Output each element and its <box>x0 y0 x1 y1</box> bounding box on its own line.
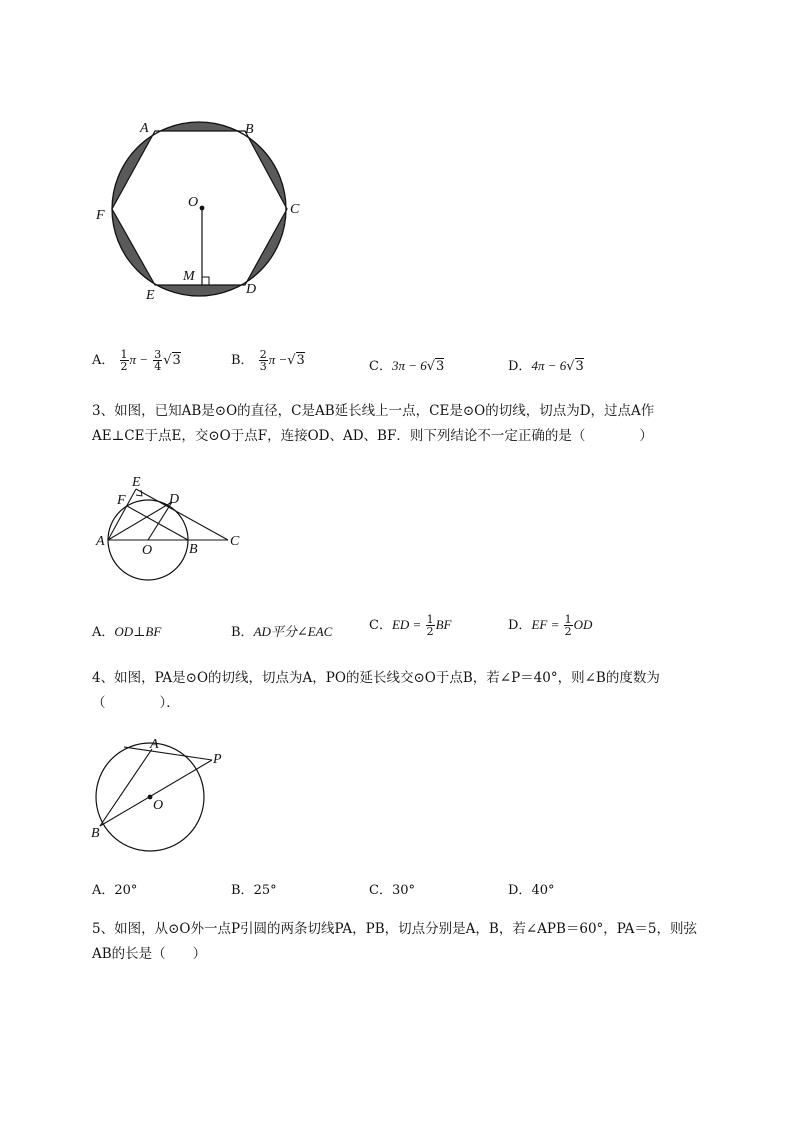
center-point <box>200 206 205 211</box>
label-d: D <box>246 282 257 297</box>
q2-option-d[interactable]: D．4π − 6√3 <box>508 358 584 374</box>
q4-figure <box>88 734 238 854</box>
label-b: B <box>245 122 254 137</box>
q4-option-b[interactable]: B．25° <box>231 883 277 898</box>
label-m: M <box>183 269 195 284</box>
label-a: A <box>140 121 149 136</box>
label-c: C <box>230 534 240 549</box>
label-d: D <box>169 492 180 507</box>
label-o: O <box>153 798 164 813</box>
q4-stem-line2: （ ）． <box>92 695 180 711</box>
q5-stem-line2: AB的长是（ ） <box>92 946 207 962</box>
fraction: $\frac{1}{2}$ <box>120 348 128 373</box>
q4-stem-line1: 4、如图，PA是⊙O的切线，切点为A，PO的延长线交⊙O于点B，若∠P＝40°，则∠B的度数为 <box>92 670 660 686</box>
label-b: B <box>189 542 198 557</box>
q3-option-a[interactable]: A．OD⊥BF <box>92 624 162 640</box>
q3-option-b[interactable]: B．AD平分∠EAC <box>231 624 333 640</box>
q3-figure <box>92 470 252 585</box>
q4-option-a[interactable]: A．20° <box>92 883 138 898</box>
q2-option-a[interactable]: A． $\frac{1}{2}$ π − $\frac{3}{4}$ √3 <box>92 348 181 373</box>
label-f: F <box>117 493 126 508</box>
label-o: O <box>188 195 199 210</box>
label-a: A <box>150 737 159 752</box>
q3-stem-line2: AE⊥CE于点E，交⊙O于点F，连接OD、AD、BF．则下列结论不一定正确的是（ ） <box>92 428 653 444</box>
fraction: $\frac{3}{4}$ <box>154 348 162 373</box>
q4-option-c[interactable]: C．30° <box>369 883 415 898</box>
fraction: $\frac{1}{2}$ <box>564 613 572 638</box>
label-a: A <box>96 534 105 549</box>
q4-option-d[interactable]: D．40° <box>508 883 555 898</box>
q2-option-c[interactable]: C．3π − 6√3 <box>369 358 445 374</box>
hexagon-circle-figure <box>90 115 310 310</box>
fraction: $\frac{1}{2}$ <box>426 613 434 638</box>
q5-stem-line1: 5、如图，从⊙O外一点P引圆的两条切线PA，PB，切点分别是A，B，若∠APB＝60°，PA＝5，则弦 <box>92 921 697 937</box>
label-p: P <box>213 752 222 767</box>
q3-option-d[interactable]: D．EF = $\frac{1}{2}$ OD <box>508 613 593 638</box>
q2-option-b[interactable]: B． $\frac{2}{3}$ π −√3 <box>231 348 305 373</box>
label-e: E <box>146 288 155 303</box>
fraction: $\frac{2}{3}$ <box>259 348 267 373</box>
label-b: B <box>91 826 100 841</box>
label-o: O <box>142 543 153 558</box>
q3-stem-line1: 3、如图，已知AB是⊙O的直径，C是AB延长线上一点，CE是⊙O的切线，切点为D，过点A作 <box>92 403 655 419</box>
label-e: E <box>132 475 141 490</box>
label-f: F <box>96 208 105 223</box>
label-c: C <box>290 202 300 217</box>
q3-option-c[interactable]: C．ED = $\frac{1}{2}$ BF <box>369 613 452 638</box>
